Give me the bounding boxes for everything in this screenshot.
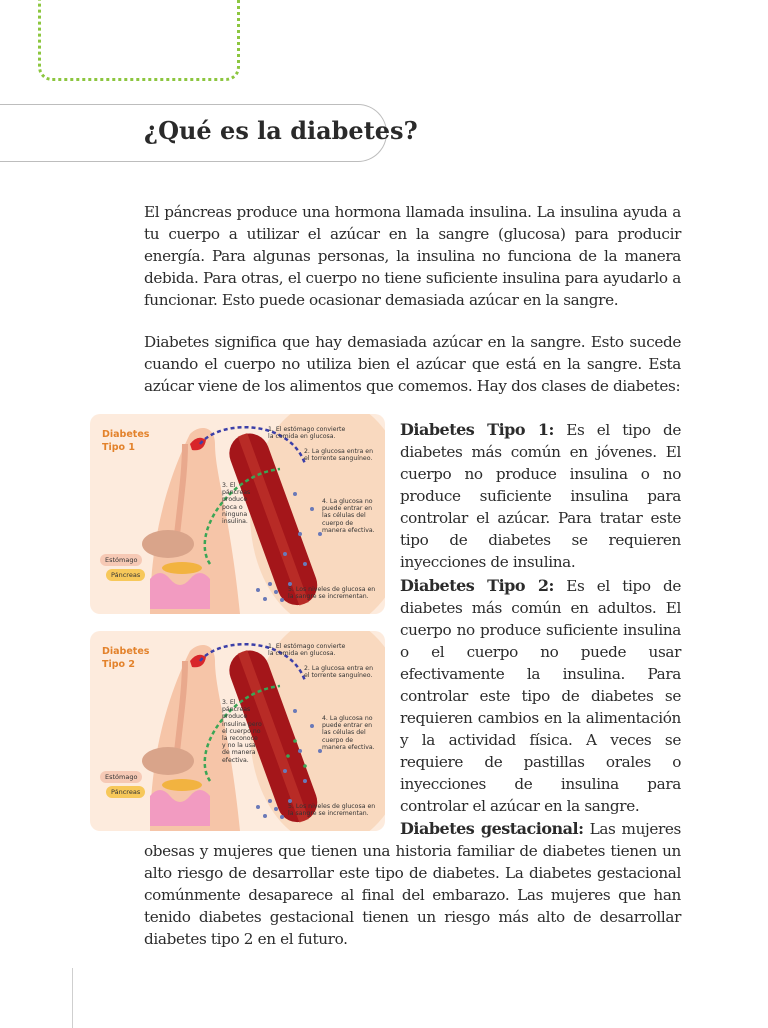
diagram-type2-step1: 1. El estómago convierte la comida en glucosa. bbox=[268, 643, 346, 658]
gestational-text: Las mujeres obesas y mujeres que tienen una historia familiar de diabetes tienen un alto riesgo de desarrollar este tipo de diabetes. La diabetes gestacional comúnmente desaparece al final del embarazo. Las mujeres que han tenido diabetes gestacional tienen un riesgo más alto de desarrollar diabetes tipo 2 en el futuro. bbox=[144, 820, 681, 948]
diagram-type1-title bbox=[102, 428, 162, 454]
type2-description bbox=[400, 575, 681, 817]
decorative-dotted-box bbox=[38, 0, 240, 81]
diagram-type2 bbox=[90, 631, 385, 831]
diagram-type1-step1: 1. El estómago convierte la comida en glucosa. bbox=[268, 426, 346, 441]
diagram-type1-step2: 2. La glucosa entra en el torrente sanguíneo. bbox=[304, 448, 373, 463]
diagram-type1-step4: 4. La glucosa no puede entrar en las células del cuerpo de manera efectiva. bbox=[322, 498, 375, 534]
type2-heading: Diabetes Tipo 2: bbox=[400, 576, 554, 595]
diagram-type1-stomach-label: Estómago bbox=[100, 554, 142, 566]
diagram-type2-title bbox=[102, 645, 162, 671]
diagram-type1-pancreas-label: Páncreas bbox=[106, 569, 145, 581]
diagram-type1-title-b: Tipo 1 bbox=[102, 442, 135, 453]
gestational-heading: Diabetes gestacional: bbox=[400, 819, 584, 838]
diagram-type2-step2: 2. La glucosa entra en el torrente sanguíneo. bbox=[304, 665, 373, 680]
margin-rule bbox=[72, 968, 73, 1028]
type1-description bbox=[400, 419, 681, 573]
diagram-type2-stomach-label: Estómago bbox=[100, 771, 142, 783]
diagram-type2-step4: 4. La glucosa no puede entrar en las células del cuerpo de manera efectiva. bbox=[322, 715, 375, 751]
diagram-type2-pancreas-label: Páncreas bbox=[106, 786, 145, 798]
diagram-type1-step5: 5. Los niveles de glucosa en la sangre se incrementan. bbox=[288, 586, 376, 601]
definition-paragraph: Diabetes significa que hay demasiada azúcar en la sangre. Esto sucede cuando el cuerpo no utiliza bien el azúcar que está en la sangre. Esta azúcar viene de los alimentos que comemos. Hay dos clases de diabetes: bbox=[144, 333, 681, 395]
intro-paragraph: El páncreas produce una hormona llamada insulina. La insulina ayuda a tu cuerpo a utilizar el azúcar en la sangre (glucosa) para producir energía. Para algunas personas, la insulina no funciona de la manera debida. Para otras, el cuerpo no tiene suficiente insulina para ayudarlo a funcionar. Esto puede ocasionar demasiada azúcar en la sangre. bbox=[144, 203, 681, 309]
page-title: ¿Qué es la diabetes? bbox=[144, 116, 418, 145]
diagram-type1-step3: 3. El páncreas produce poca o ninguna insulina. bbox=[222, 482, 251, 526]
diagram-type2-step5: 5. Los niveles de glucosa en la sangre se incrementan. bbox=[288, 803, 376, 818]
type1-text: Es el tipo de diabetes más común en jóvenes. El cuerpo no produce insulina o no produce suficiente insulina para controlar el azúcar. Para tratar este tipo de diabetes se requieren inyecciones de insulina. bbox=[400, 421, 681, 571]
diagram-type2-step3: 3. El páncreas produce insulina pero el cuerpo no la reconoce y no la usa de manera efectiva. bbox=[222, 699, 262, 764]
type1-heading: Diabetes Tipo 1: bbox=[400, 420, 554, 439]
diagram-type2-title-a: Diabetes bbox=[102, 646, 150, 657]
diagram-type1-title-a: Diabetes bbox=[102, 429, 150, 440]
type2-text: Es el tipo de diabetes más común en adultos. El cuerpo no produce suficiente insulina o el cuerpo no puede usar efectivamente la insulina. Para controlar este tipo de diabetes se requieren cambios en la alimentación y la actividad física. A veces se requiere de pastillas orales o inyecciones de insulina para controlar el azúcar en la sangre. bbox=[400, 577, 681, 815]
diagram-type1 bbox=[90, 414, 385, 614]
gestational-description bbox=[144, 818, 681, 950]
diagram-type2-title-b: Tipo 2 bbox=[102, 659, 135, 670]
